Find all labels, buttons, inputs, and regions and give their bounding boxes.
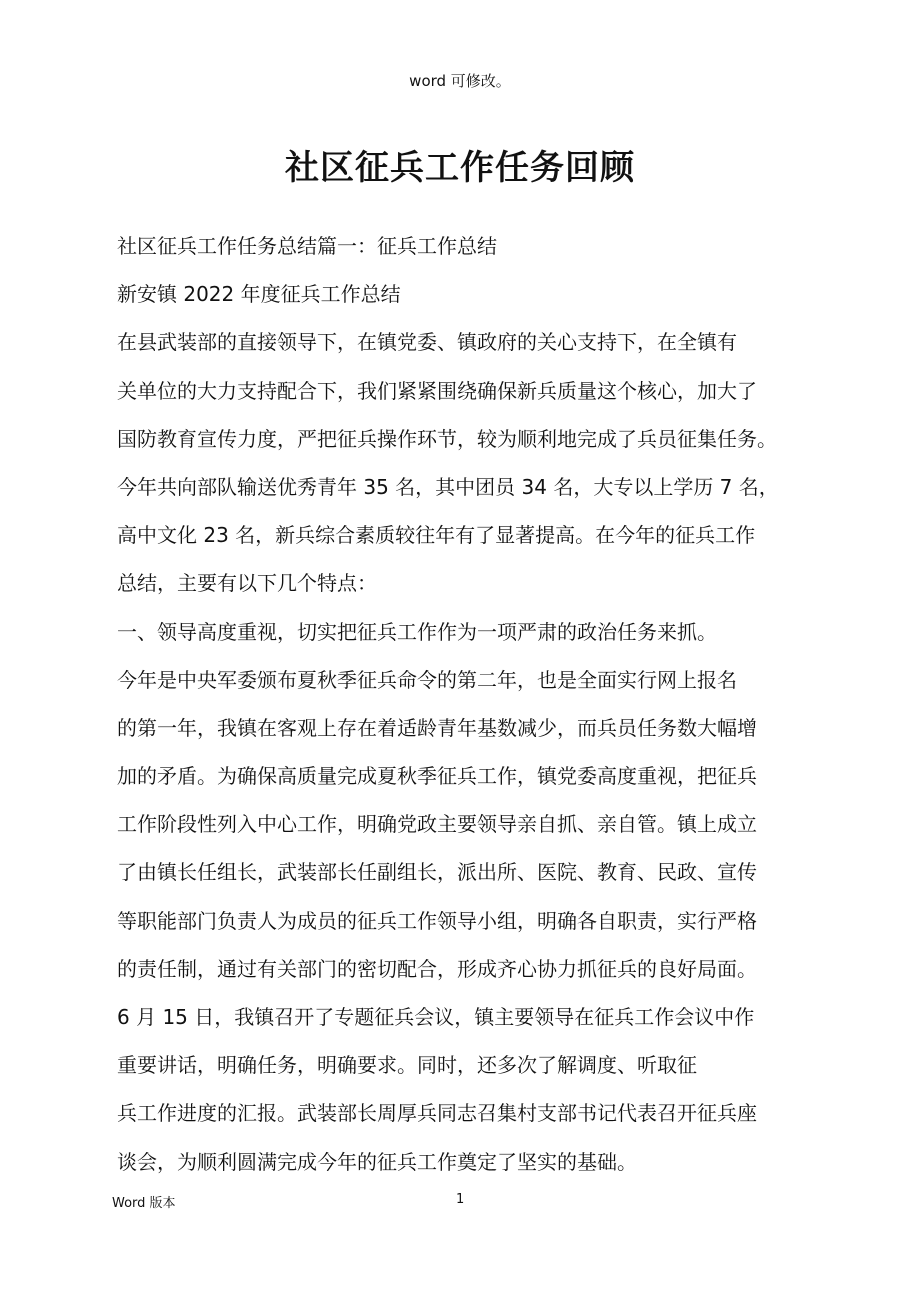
text-line: 高中文化 23 名，新兵综合素质较往年有了显著提高。在今年的征兵工作	[117, 523, 756, 548]
page-number: 1	[456, 1192, 465, 1207]
text-line: 谈会，为顺利圆满完成今年的征兵工作奠定了坚实的基础。	[117, 1149, 637, 1174]
text-line: 一、领导高度重视，切实把征兵工作作为一项严肃的政治任务来抓。	[117, 619, 717, 644]
text-line: 今年是中央军委颁布夏秋季征兵命令的第二年，也是全面实行网上报名	[117, 667, 737, 692]
text-line: 6 月 15 日，我镇召开了专题征兵会议，镇主要领导在征兵工作会议中作	[117, 1005, 755, 1029]
text-line: 在县武装部的直接领导下，在镇党委、镇政府的关心支持下，在全镇有	[117, 330, 737, 355]
text-line: 等职能部门负责人为成员的征兵工作领导小组，明确各自职责，实行严格	[117, 908, 757, 933]
text-line: 加的矛盾。为确保高质量完成夏秋季征兵工作，镇党委高度重视，把征兵	[117, 764, 757, 789]
text-line: 社区征兵工作任务总结篇一：征兵工作总结	[117, 234, 497, 258]
text-line: 今年共向部队输送优秀青年 35 名，其中团员 34 名，大专以上学历 7 名，	[117, 474, 779, 499]
text-line: 的第一年，我镇在客观上存在着适龄青年基数减少，而兵员任务数大幅增	[117, 715, 757, 740]
text-line: 重要讲话，明确任务，明确要求。同时，还多次了解调度、听取征	[117, 1053, 697, 1078]
document-title: 社区征兵工作任务回顾	[285, 148, 635, 188]
text-line: 国防教育宣传力度，严把征兵操作环节，较为顺利地完成了兵员征集任务。	[117, 426, 777, 451]
text-line: 新安镇 2022 年度征兵工作总结	[117, 282, 401, 307]
text-line: 了由镇长任组长，武装部长任副组长，派出所、医院、教育、民政、宣传	[117, 860, 757, 885]
document-body	[117, 222, 817, 1186]
text-line: 工作阶段性列入中心工作，明确党政主要领导亲自抓、亲自管。镇上成立	[117, 812, 757, 837]
page-header: word 可修改。	[409, 72, 511, 90]
footer-label: Word 版本	[112, 1196, 176, 1211]
text-line: 总结，主要有以下几个特点：	[117, 571, 377, 596]
text-line: 兵工作进度的汇报。武装部长周厚兵同志召集村支部书记代表召开征兵座	[117, 1101, 757, 1126]
text-line: 的责任制，通过有关部门的密切配合，形成齐心协力抓征兵的良好局面。	[117, 956, 757, 981]
text-line: 关单位的大力支持配合下，我们紧紧围绕确保新兵质量这个核心，加大了	[117, 378, 757, 403]
